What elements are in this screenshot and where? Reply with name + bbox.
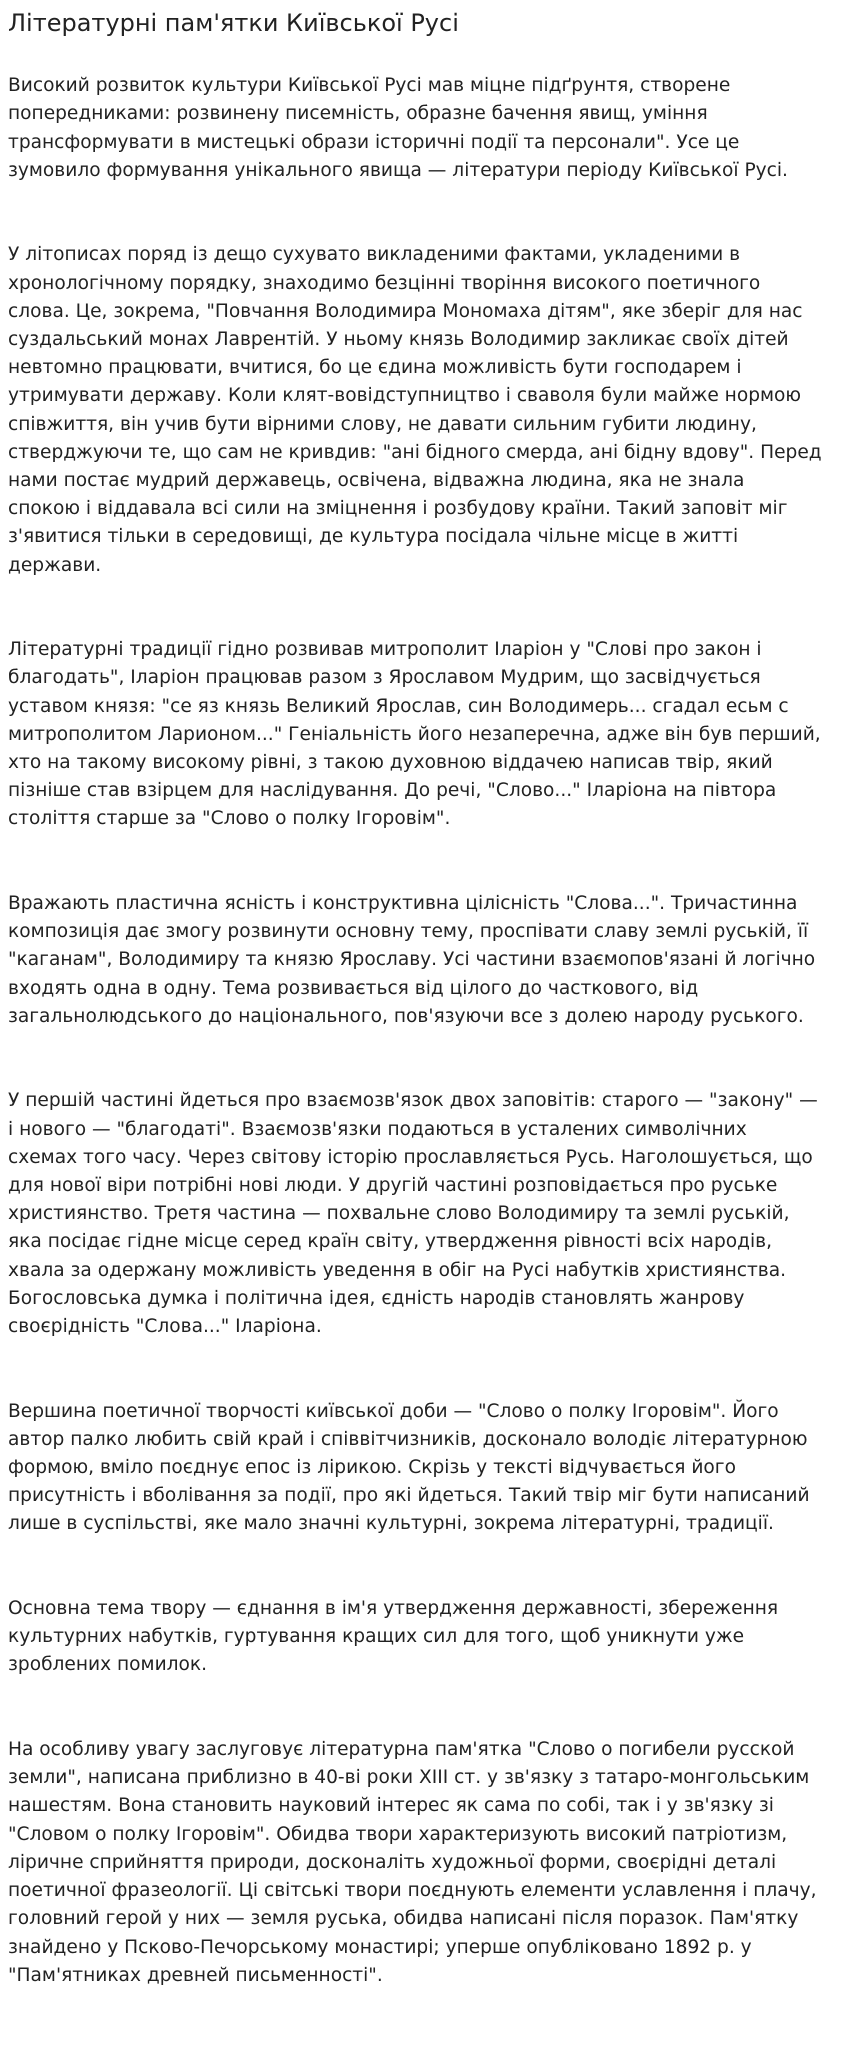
paragraph-parts: У першій частині йдеться про взаємозв'язок двох заповітів: старого — "закону" — і нового — "благодаті". Взаємозв'язки подаються в усталених символічних схемах того часу. Через світову історію прославляється Русь. Наголошується, що для нової віри потрібні нові люди. У другій частині розповідається про руське християнство. Третя частина — похвальне слово Володимиру та землі руській, яка посідає гідне місце серед країн світу, утвердження рівності всіх народів, хвала за одержану можливість уведення в обіг на Русі набутків християнства. Богословська думка і політична ідея, єдність народів становлять жанрову своєрідність "Слова..." Іларіона. (8, 1090, 818, 1338)
paragraph-ilarion: Літературні традиції гідно розвивав митрополит Іларіон у "Слові про закон і благодать", Іларіон працював разом з Ярославом Мудрим, що засвідчується уставом князя: "се яз князь Великий Ярослав, син Володимерь... сгадал есьм с митрополитом Ларионом..." Геніальність його незаперечна, адже він був перший, хто на такому високому рівні, з такою духовною віддачею написав твір, який пізніше став взірцем для наслідування. До речі, "Слово..." Іларіона на півтора століття старше за "Слово о полку Ігоровім". (8, 639, 821, 830)
paragraph-monomakh: У літописах поряд із дещо сухувато викладеними фактами, укладеними в хронологічному порядку, знаходимо безцінні творіння високого поетичного слова. Це, зокрема, "Повчання Володимира Мономаха дітям", яке зберіг для нас суздальський монах Лаврентій. У ньому князь Володимир закликає своїх дітей невтомно працювати, вчитися, бо це єдина можливість бути господарем і утримувати державу. Коли клят-вовідступництво і сваволя були майже нормою співжиття, він учив бути вірними слову, не давати сильним губити людину, стверджуючи те, що сам не кривдив: "ані бідного смерда, ані бідну вдову". Перед нами постає мудрий державець, освічена, відважна людина, яка не знала спокою і віддавала всі сили на зміцнення і розбудову країни. Такий заповіт міг з'явитися тільки в середовищі, де культура посідала чільне місце в житті держави. (8, 244, 822, 576)
paragraph-main-theme: Основна тема твору — єднання в ім'я утвердження державності, збереження культурних набутків, гуртування кращих сил для того, щоб уникнути уже зроблених помилок. (8, 1598, 779, 1676)
article-body (8, 44, 847, 2046)
paragraph-pogibel: На особливу увагу заслуговує літературна пам'ятка "Слово о погибели русской земли", написана приблизно в 40-ві роки XIII ст. у зв'язку з татаро-монгольським нашестям. Вона становить науковий інтерес як сама по собі, так і у зв'язку зі "Словом о полку Ігоровім". Обидва твори характеризують високий патріотизм, ліричне сприйняття природи, досконаліть художньої форми, своєрідні деталі поетичної фразеології. Ці світські твори поєднують елементи уславлення і плачу, головний герой у них — земля руська, обидва написані після поразок. Пам'ятку знайдено у Псково-Печорському монастирі; уперше опубліковано 1892 р. у "Пам'ятниках древней письменності". (8, 1739, 817, 1986)
paragraph-intro: Високий розвиток культури Київської Русі мав міцне підґрунтя, створене попередниками: розвинену писемність, образне бачення явищ, уміння трансформувати в мистецькі образи історичні події та персонали". Усе це зумовило формування унікального явища — літератури періоду Київської Русі. (8, 75, 788, 181)
page-title: Літературні пам'ятки Київської Русі (8, 9, 459, 37)
paragraph-composition: Вражають пластична ясність і конструктивна цілісність "Слова...". Тричастинна композиція дає змогу розвинути основну тему, проспівати славу землі руській, її "каганам", Володимиру та князю Ярославу. Усі частини взаємопов'язані й логічно входять одна в одну. Тема розвивається від цілого до часткового, від загальнолюдського до національного, пов'язуючи все з долею народу руського. (8, 893, 816, 1027)
paragraph-slovo-igor: Вершина поетичної творчості київської доби — "Слово о полку Ігоровім". Його автор палко любить свій край і співвітчизників, досконало володіє літературною формою, вміло поєднує епос із лірикою. Скрізь у тексті відчувається його присутність і вболівання за події, про які йдеться. Такий твір міг бути написаний лише в суспільстві, яке мало значні культурні, зокрема літературні, традиції. (8, 1400, 810, 1535)
